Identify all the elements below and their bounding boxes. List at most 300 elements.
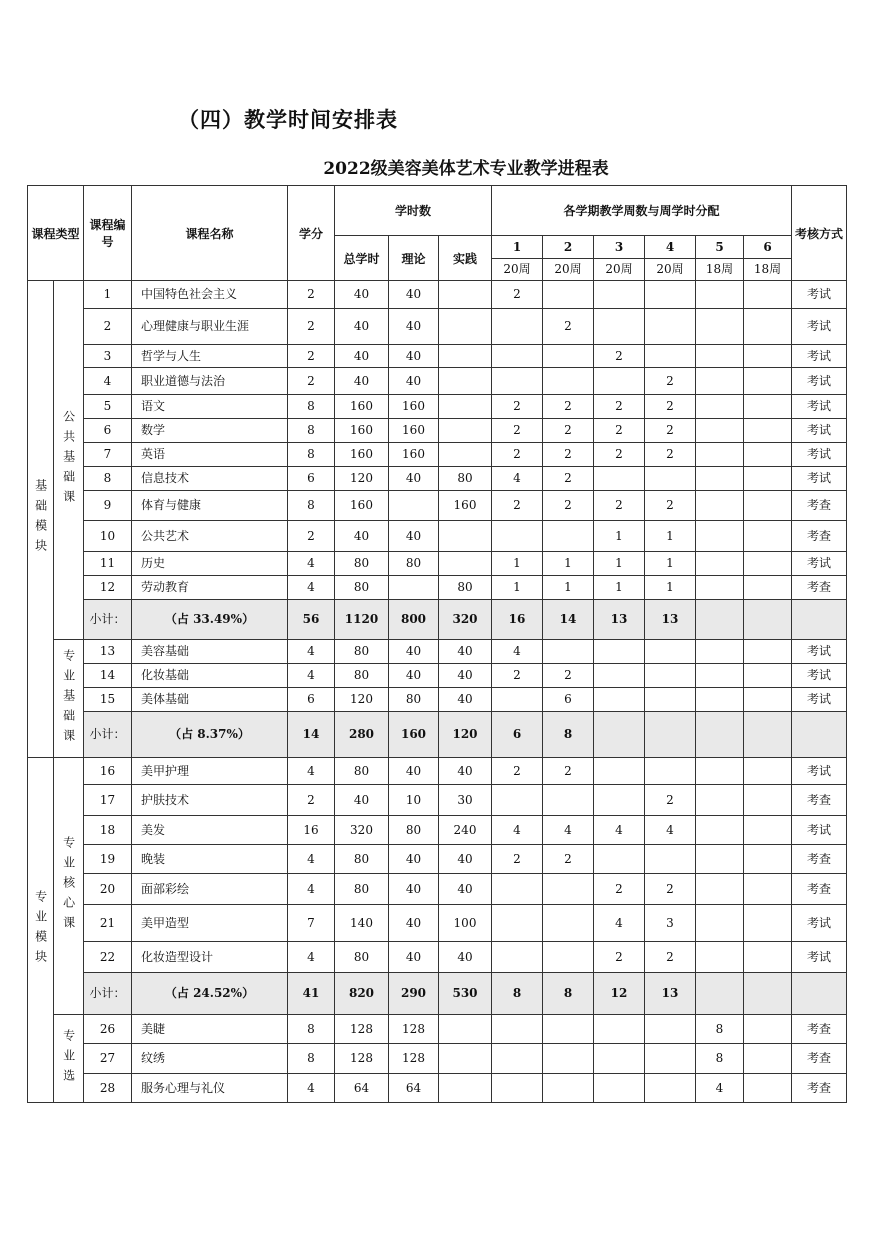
theory-hours-cell: 40 [389,640,439,664]
term-hours-cell: 1 [492,576,543,600]
term-hours-cell [696,973,744,1015]
term-hours-cell [594,712,645,758]
table-row [28,368,847,395]
term-hours-cell: 2 [594,443,645,467]
credit-cell: 4 [288,664,335,688]
course-name: 数学 [132,419,288,443]
term-hours-cell [645,345,696,368]
course-name: 劳动教育 [132,576,288,600]
term-hours-cell [492,1015,543,1044]
term-hours-cell: 2 [543,467,594,491]
credit-cell: 4 [288,874,335,905]
credit-cell: 8 [288,419,335,443]
term-hours-cell [744,521,792,552]
term-hours-cell: 1 [492,552,543,576]
category-public-basic: 公共基础课 [54,281,84,640]
term-hours-cell [696,600,744,640]
term-hours-cell: 4 [492,467,543,491]
table-row [28,905,847,942]
total-hours-cell: 160 [335,395,389,419]
theory-hours-cell: 80 [389,552,439,576]
course-code: 12 [84,576,132,600]
credit-cell: 2 [288,309,335,345]
course-code: 1 [84,281,132,309]
course-name: 哲学与人生 [132,345,288,368]
term-hours-cell [744,467,792,491]
term-hours-cell: 2 [492,664,543,688]
term-hours-cell [696,785,744,816]
table-row [28,443,847,467]
theory-hours-cell: 290 [389,973,439,1015]
term-hours-cell [744,552,792,576]
header-type: 课程类型 [28,186,84,281]
practice-hours-cell: 40 [439,845,492,874]
subtotal-row [28,712,847,758]
credit-cell: 4 [288,942,335,973]
term-hours-cell [543,1015,594,1044]
subtotal-label: 小计： [84,600,132,640]
course-name: 中国特色社会主义 [132,281,288,309]
practice-hours-cell [439,419,492,443]
term-hours-cell: 4 [645,816,696,845]
table-row [28,664,847,688]
term-hours-cell [744,368,792,395]
term-hours-cell [744,905,792,942]
term-hours-cell [696,905,744,942]
term-hours-cell [492,345,543,368]
term-hours-cell: 2 [645,491,696,521]
term-hours-cell [594,688,645,712]
practice-hours-cell: 40 [439,640,492,664]
exam-method-cell: 考试 [792,942,847,973]
term-hours-cell: 2 [594,942,645,973]
term-hours-cell: 2 [594,874,645,905]
term-hours-cell: 8 [492,973,543,1015]
total-hours-cell: 320 [335,816,389,845]
term-hours-cell [744,345,792,368]
term-hours-cell [696,419,744,443]
practice-hours-cell: 240 [439,816,492,845]
course-code: 11 [84,552,132,576]
theory-hours-cell: 40 [389,942,439,973]
term-hours-cell [744,281,792,309]
total-hours-cell: 160 [335,419,389,443]
term-number: 1 [492,236,543,259]
total-hours-cell: 820 [335,973,389,1015]
theory-hours-cell [389,491,439,521]
total-hours-cell: 1120 [335,600,389,640]
term-hours-cell: 2 [594,345,645,368]
term-hours-cell [543,368,594,395]
term-hours-cell: 13 [645,600,696,640]
term-hours-cell: 2 [594,491,645,521]
course-name: 化妆造型设计 [132,942,288,973]
credit-cell: 8 [288,1044,335,1074]
term-hours-cell [492,688,543,712]
exam-method-cell: 考查 [792,785,847,816]
credit-cell: 8 [288,395,335,419]
course-name: 美甲护理 [132,758,288,785]
course-name: 美发 [132,816,288,845]
term-hours-cell: 1 [645,576,696,600]
course-name: 语文 [132,395,288,419]
theory-hours-cell: 40 [389,521,439,552]
term-hours-cell: 2 [543,395,594,419]
theory-hours-cell: 160 [389,419,439,443]
term-hours-cell [492,942,543,973]
term-hours-cell: 2 [543,443,594,467]
term-hours-cell [696,491,744,521]
credit-cell: 8 [288,1015,335,1044]
course-code: 13 [84,640,132,664]
term-hours-cell [594,664,645,688]
term-number: 4 [645,236,696,259]
exam-method-cell: 考试 [792,552,847,576]
term-hours-cell: 2 [492,491,543,521]
schedule-table [27,185,847,1103]
term-hours-cell: 2 [645,419,696,443]
term-hours-cell [696,467,744,491]
exam-method-cell: 考试 [792,905,847,942]
theory-hours-cell: 40 [389,905,439,942]
course-code: 3 [84,345,132,368]
term-hours-cell [594,785,645,816]
header-code: 课程编号 [84,186,132,281]
term-hours-cell [696,758,744,785]
table-row [28,309,847,345]
total-hours-cell: 40 [335,521,389,552]
course-code: 28 [84,1074,132,1103]
course-name: 公共艺术 [132,521,288,552]
term-hours-cell: 8 [543,973,594,1015]
term-hours-cell [543,905,594,942]
exam-method-cell: 考查 [792,576,847,600]
practice-hours-cell [439,309,492,345]
term-hours-cell [594,368,645,395]
term-hours-cell [696,874,744,905]
table-row [28,874,847,905]
term-hours-cell: 3 [645,905,696,942]
exam-method-cell: 考试 [792,758,847,785]
exam-method-cell: 考试 [792,281,847,309]
term-hours-cell [696,395,744,419]
total-hours-cell: 80 [335,942,389,973]
practice-hours-cell: 40 [439,874,492,905]
course-name: 护肤技术 [132,785,288,816]
total-hours-cell: 80 [335,845,389,874]
term-hours-cell [696,443,744,467]
table-row [28,816,847,845]
term-hours-cell [594,467,645,491]
practice-hours-cell: 40 [439,688,492,712]
term-hours-cell [645,688,696,712]
exam-method-cell [792,712,847,758]
credit-cell: 8 [288,443,335,467]
term-hours-cell [744,443,792,467]
course-code: 14 [84,664,132,688]
credit-cell: 2 [288,521,335,552]
header-theory: 理论 [389,236,439,281]
course-name: 美甲造型 [132,905,288,942]
term-hours-cell: 1 [594,552,645,576]
exam-method-cell: 考试 [792,640,847,664]
header-total: 总学时 [335,236,389,281]
exam-method-cell: 考试 [792,443,847,467]
course-code: 27 [84,1044,132,1074]
practice-hours-cell [439,1015,492,1044]
practice-hours-cell: 40 [439,664,492,688]
theory-hours-cell: 80 [389,688,439,712]
practice-hours-cell: 100 [439,905,492,942]
header-weeks: 各学期教学周数与周学时分配 [492,186,792,236]
credit-cell: 4 [288,1074,335,1103]
term-hours-cell [645,1074,696,1103]
exam-method-cell: 考查 [792,491,847,521]
term-hours-cell [744,576,792,600]
course-code: 19 [84,845,132,874]
term-hours-cell: 1 [543,552,594,576]
term-weeks: 18周 [744,259,792,281]
course-name: 美容基础 [132,640,288,664]
course-name: 面部彩绘 [132,874,288,905]
term-hours-cell [645,1044,696,1074]
term-hours-cell: 2 [645,443,696,467]
credit-cell: 2 [288,785,335,816]
practice-hours-cell [439,395,492,419]
credit-cell: 4 [288,576,335,600]
term-hours-cell [543,785,594,816]
table-title: 2022级美容美体艺术专业教学进程表 [323,159,609,179]
course-name: 信息技术 [132,467,288,491]
header-practice: 实践 [439,236,492,281]
term-hours-cell [543,1074,594,1103]
total-hours-cell: 128 [335,1044,389,1074]
table-row [28,576,847,600]
term-hours-cell: 6 [543,688,594,712]
practice-hours-cell [439,443,492,467]
subtotal-percent: （占 33.49%） [132,600,288,640]
table-row [28,419,847,443]
term-hours-cell [645,664,696,688]
term-hours-cell [492,309,543,345]
subtotal-label: 小计： [84,973,132,1015]
credit-cell: 4 [288,845,335,874]
total-hours-cell: 80 [335,552,389,576]
total-hours-cell: 40 [335,309,389,345]
exam-method-cell: 考试 [792,309,847,345]
term-hours-cell [645,758,696,785]
term-hours-cell: 2 [492,419,543,443]
theory-hours-cell: 40 [389,345,439,368]
credit-cell: 2 [288,368,335,395]
practice-hours-cell [439,521,492,552]
term-hours-cell: 2 [543,419,594,443]
exam-method-cell: 考试 [792,419,847,443]
theory-hours-cell [389,576,439,600]
term-number: 3 [594,236,645,259]
course-code: 16 [84,758,132,785]
term-hours-cell: 4 [492,816,543,845]
practice-hours-cell: 80 [439,467,492,491]
course-name: 体育与健康 [132,491,288,521]
term-hours-cell: 2 [645,368,696,395]
practice-hours-cell: 120 [439,712,492,758]
term-hours-cell [696,664,744,688]
term-hours-cell [696,942,744,973]
term-hours-cell [492,905,543,942]
course-code: 15 [84,688,132,712]
theory-hours-cell: 10 [389,785,439,816]
category-major-elective: 专业选 [54,1015,84,1103]
term-hours-cell: 14 [543,600,594,640]
course-name: 心理健康与职业生涯 [132,309,288,345]
practice-hours-cell: 530 [439,973,492,1015]
credit-cell: 14 [288,712,335,758]
course-name: 纹绣 [132,1044,288,1074]
term-hours-cell: 4 [594,816,645,845]
exam-method-cell: 考查 [792,845,847,874]
course-code: 9 [84,491,132,521]
credit-cell: 56 [288,600,335,640]
term-hours-cell: 6 [492,712,543,758]
term-hours-cell [744,816,792,845]
term-hours-cell [696,640,744,664]
practice-hours-cell: 80 [439,576,492,600]
course-name: 美体基础 [132,688,288,712]
table-row [28,1015,847,1044]
term-hours-cell: 2 [543,664,594,688]
subtotal-percent: （占 8.37%） [132,712,288,758]
credit-cell: 41 [288,973,335,1015]
total-hours-cell: 140 [335,905,389,942]
theory-hours-cell: 40 [389,281,439,309]
credit-cell: 4 [288,552,335,576]
term-hours-cell [744,785,792,816]
term-hours-cell [744,1015,792,1044]
practice-hours-cell: 40 [439,758,492,785]
table-row [28,845,847,874]
credit-cell: 16 [288,816,335,845]
term-hours-cell [594,1015,645,1044]
term-hours-cell: 2 [492,758,543,785]
term-hours-cell [645,712,696,758]
course-name: 美睫 [132,1015,288,1044]
term-hours-cell [696,281,744,309]
total-hours-cell: 80 [335,640,389,664]
term-hours-cell: 12 [594,973,645,1015]
term-hours-cell: 2 [492,845,543,874]
credit-cell: 4 [288,640,335,664]
exam-method-cell: 考查 [792,874,847,905]
term-hours-cell [696,552,744,576]
table-row [28,345,847,368]
term-hours-cell: 2 [543,845,594,874]
term-hours-cell [696,688,744,712]
practice-hours-cell: 160 [439,491,492,521]
exam-method-cell: 考试 [792,688,847,712]
total-hours-cell: 280 [335,712,389,758]
term-hours-cell [696,845,744,874]
theory-hours-cell: 160 [389,395,439,419]
term-number: 2 [543,236,594,259]
practice-hours-cell [439,368,492,395]
term-hours-cell: 1 [645,521,696,552]
table-row [28,521,847,552]
term-number: 6 [744,236,792,259]
term-hours-cell [696,816,744,845]
credit-cell: 2 [288,345,335,368]
term-hours-cell: 4 [594,905,645,942]
exam-method-cell: 考查 [792,1044,847,1074]
total-hours-cell: 80 [335,758,389,785]
term-hours-cell [543,281,594,309]
term-weeks: 18周 [696,259,744,281]
term-hours-cell [645,845,696,874]
exam-method-cell: 考试 [792,368,847,395]
practice-hours-cell [439,552,492,576]
course-code: 7 [84,443,132,467]
term-hours-cell [594,281,645,309]
table-row [28,758,847,785]
exam-method-cell: 考试 [792,816,847,845]
term-hours-cell [645,309,696,345]
subtotal-percent: （占 24.52%） [132,973,288,1015]
header-exam: 考核方式 [792,186,847,281]
total-hours-cell: 160 [335,443,389,467]
theory-hours-cell: 128 [389,1044,439,1074]
term-hours-cell [744,688,792,712]
table-row [28,688,847,712]
term-hours-cell [543,1044,594,1074]
term-hours-cell [645,1015,696,1044]
theory-hours-cell: 800 [389,600,439,640]
term-hours-cell [744,712,792,758]
credit-cell: 6 [288,688,335,712]
term-hours-cell [696,712,744,758]
term-hours-cell [492,368,543,395]
theory-hours-cell: 40 [389,845,439,874]
term-hours-cell [594,1074,645,1103]
theory-hours-cell: 40 [389,758,439,785]
total-hours-cell: 40 [335,785,389,816]
term-hours-cell [744,309,792,345]
total-hours-cell: 40 [335,368,389,395]
credit-cell: 6 [288,467,335,491]
term-hours-cell [744,758,792,785]
term-hours-cell [594,758,645,785]
term-hours-cell [594,640,645,664]
table-row [28,1074,847,1103]
course-name: 英语 [132,443,288,467]
term-hours-cell: 13 [645,973,696,1015]
term-hours-cell [744,395,792,419]
course-name: 历史 [132,552,288,576]
term-hours-cell [744,600,792,640]
course-name: 化妆基础 [132,664,288,688]
practice-hours-cell [439,345,492,368]
credit-cell: 2 [288,281,335,309]
total-hours-cell: 64 [335,1074,389,1103]
theory-hours-cell: 128 [389,1015,439,1044]
table-row [28,552,847,576]
total-hours-cell: 120 [335,467,389,491]
term-hours-cell: 2 [543,491,594,521]
exam-method-cell: 考查 [792,1015,847,1044]
course-code: 2 [84,309,132,345]
term-hours-cell [492,1074,543,1103]
term-hours-cell [744,1074,792,1103]
table-row [28,942,847,973]
